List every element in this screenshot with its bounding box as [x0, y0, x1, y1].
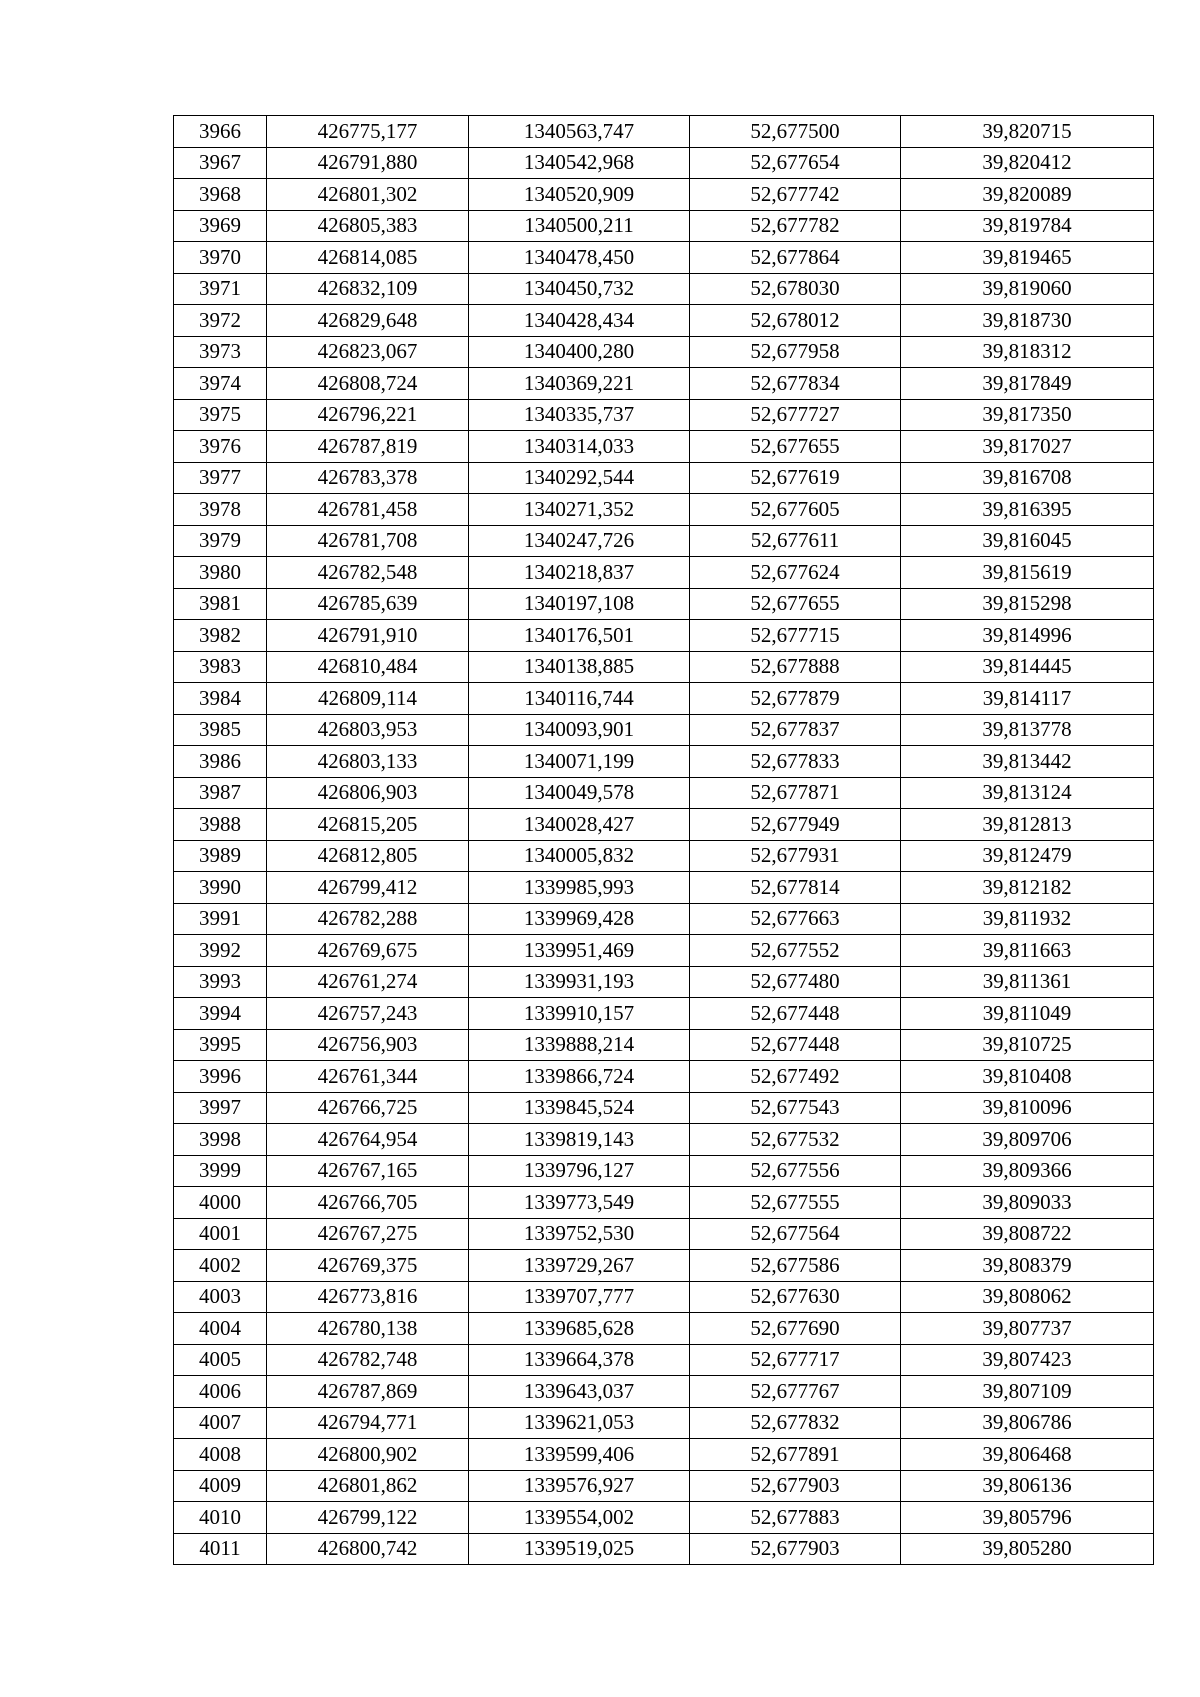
x-coordinate-cell: 426781,458 — [267, 494, 469, 526]
x-coordinate-cell: 426794,771 — [267, 1407, 469, 1439]
x-coordinate-cell: 426767,275 — [267, 1218, 469, 1250]
longitude-cell: 39,805796 — [901, 1502, 1154, 1534]
y-coordinate-cell: 1339729,267 — [469, 1250, 690, 1282]
table-row — [174, 1376, 1154, 1408]
table-row — [174, 1155, 1154, 1187]
point-number-cell: 4004 — [174, 1313, 267, 1345]
y-coordinate-cell: 1339845,524 — [469, 1092, 690, 1124]
table-row — [174, 1092, 1154, 1124]
latitude-cell: 52,677663 — [690, 903, 901, 935]
longitude-cell: 39,818730 — [901, 305, 1154, 337]
x-coordinate-cell: 426773,816 — [267, 1281, 469, 1313]
latitude-cell: 52,677654 — [690, 147, 901, 179]
table-row — [174, 399, 1154, 431]
latitude-cell: 52,677655 — [690, 588, 901, 620]
x-coordinate-cell: 426812,805 — [267, 840, 469, 872]
y-coordinate-cell: 1339685,628 — [469, 1313, 690, 1345]
latitude-cell: 52,677871 — [690, 777, 901, 809]
x-coordinate-cell: 426805,383 — [267, 210, 469, 242]
table-row — [174, 336, 1154, 368]
latitude-cell: 52,677888 — [690, 651, 901, 683]
point-number-cell: 3982 — [174, 620, 267, 652]
y-coordinate-cell: 1339554,002 — [469, 1502, 690, 1534]
y-coordinate-cell: 1340520,909 — [469, 179, 690, 211]
y-coordinate-cell: 1339969,428 — [469, 903, 690, 935]
latitude-cell: 52,677903 — [690, 1470, 901, 1502]
longitude-cell: 39,809033 — [901, 1187, 1154, 1219]
table-row — [174, 588, 1154, 620]
table-row — [174, 179, 1154, 211]
latitude-cell: 52,677555 — [690, 1187, 901, 1219]
table-row — [174, 1061, 1154, 1093]
latitude-cell: 52,677624 — [690, 557, 901, 589]
point-number-cell: 4005 — [174, 1344, 267, 1376]
table-row — [174, 210, 1154, 242]
x-coordinate-cell: 426756,903 — [267, 1029, 469, 1061]
point-number-cell: 3999 — [174, 1155, 267, 1187]
latitude-cell: 52,677891 — [690, 1439, 901, 1471]
y-coordinate-cell: 1340335,737 — [469, 399, 690, 431]
x-coordinate-cell: 426796,221 — [267, 399, 469, 431]
y-coordinate-cell: 1340005,832 — [469, 840, 690, 872]
y-coordinate-cell: 1339707,777 — [469, 1281, 690, 1313]
longitude-cell: 39,808379 — [901, 1250, 1154, 1282]
latitude-cell: 52,677500 — [690, 116, 901, 148]
y-coordinate-cell: 1339773,549 — [469, 1187, 690, 1219]
longitude-cell: 39,812479 — [901, 840, 1154, 872]
longitude-cell: 39,807109 — [901, 1376, 1154, 1408]
x-coordinate-cell: 426757,243 — [267, 998, 469, 1030]
table-row — [174, 651, 1154, 683]
point-number-cell: 3966 — [174, 116, 267, 148]
latitude-cell: 52,677864 — [690, 242, 901, 274]
x-coordinate-cell: 426780,138 — [267, 1313, 469, 1345]
y-coordinate-cell: 1340542,968 — [469, 147, 690, 179]
longitude-cell: 39,813442 — [901, 746, 1154, 778]
point-number-cell: 4008 — [174, 1439, 267, 1471]
y-coordinate-cell: 1339621,053 — [469, 1407, 690, 1439]
longitude-cell: 39,811049 — [901, 998, 1154, 1030]
point-number-cell: 3983 — [174, 651, 267, 683]
y-coordinate-cell: 1340400,280 — [469, 336, 690, 368]
table-row — [174, 1470, 1154, 1502]
latitude-cell: 52,677605 — [690, 494, 901, 526]
y-coordinate-cell: 1340197,108 — [469, 588, 690, 620]
longitude-cell: 39,814117 — [901, 683, 1154, 715]
y-coordinate-cell: 1340292,544 — [469, 462, 690, 494]
point-number-cell: 3997 — [174, 1092, 267, 1124]
y-coordinate-cell: 1339888,214 — [469, 1029, 690, 1061]
y-coordinate-cell: 1340563,747 — [469, 116, 690, 148]
latitude-cell: 52,677958 — [690, 336, 901, 368]
x-coordinate-cell: 426808,724 — [267, 368, 469, 400]
point-number-cell: 3968 — [174, 179, 267, 211]
y-coordinate-cell: 1339519,025 — [469, 1533, 690, 1565]
x-coordinate-cell: 426781,708 — [267, 525, 469, 557]
longitude-cell: 39,813124 — [901, 777, 1154, 809]
y-coordinate-cell: 1340176,501 — [469, 620, 690, 652]
x-coordinate-cell: 426782,288 — [267, 903, 469, 935]
latitude-cell: 52,677564 — [690, 1218, 901, 1250]
table-row — [174, 147, 1154, 179]
x-coordinate-cell: 426782,548 — [267, 557, 469, 589]
point-number-cell: 3967 — [174, 147, 267, 179]
longitude-cell: 39,820715 — [901, 116, 1154, 148]
y-coordinate-cell: 1340093,901 — [469, 714, 690, 746]
longitude-cell: 39,819060 — [901, 273, 1154, 305]
x-coordinate-cell: 426801,302 — [267, 179, 469, 211]
longitude-cell: 39,819784 — [901, 210, 1154, 242]
point-number-cell: 3974 — [174, 368, 267, 400]
table-row — [174, 903, 1154, 935]
y-coordinate-cell: 1340428,434 — [469, 305, 690, 337]
longitude-cell: 39,808722 — [901, 1218, 1154, 1250]
point-number-cell: 3996 — [174, 1061, 267, 1093]
point-number-cell: 3978 — [174, 494, 267, 526]
x-coordinate-cell: 426810,484 — [267, 651, 469, 683]
latitude-cell: 52,677448 — [690, 1029, 901, 1061]
table-row — [174, 777, 1154, 809]
y-coordinate-cell: 1339866,724 — [469, 1061, 690, 1093]
longitude-cell: 39,807423 — [901, 1344, 1154, 1376]
x-coordinate-cell: 426767,165 — [267, 1155, 469, 1187]
x-coordinate-cell: 426785,639 — [267, 588, 469, 620]
latitude-cell: 52,677715 — [690, 620, 901, 652]
point-number-cell: 3969 — [174, 210, 267, 242]
longitude-cell: 39,819465 — [901, 242, 1154, 274]
y-coordinate-cell: 1339599,406 — [469, 1439, 690, 1471]
table-row — [174, 872, 1154, 904]
y-coordinate-cell: 1340314,033 — [469, 431, 690, 463]
longitude-cell: 39,815619 — [901, 557, 1154, 589]
point-number-cell: 3973 — [174, 336, 267, 368]
point-number-cell: 3986 — [174, 746, 267, 778]
y-coordinate-cell: 1340271,352 — [469, 494, 690, 526]
x-coordinate-cell: 426766,705 — [267, 1187, 469, 1219]
x-coordinate-cell: 426809,114 — [267, 683, 469, 715]
y-coordinate-cell: 1340071,199 — [469, 746, 690, 778]
x-coordinate-cell: 426761,344 — [267, 1061, 469, 1093]
y-coordinate-cell: 1340478,450 — [469, 242, 690, 274]
point-number-cell: 4009 — [174, 1470, 267, 1502]
point-number-cell: 3988 — [174, 809, 267, 841]
table-row — [174, 494, 1154, 526]
x-coordinate-cell: 426787,869 — [267, 1376, 469, 1408]
table-row — [174, 840, 1154, 872]
latitude-cell: 52,677903 — [690, 1533, 901, 1565]
longitude-cell: 39,810096 — [901, 1092, 1154, 1124]
latitude-cell: 52,677492 — [690, 1061, 901, 1093]
point-number-cell: 3989 — [174, 840, 267, 872]
longitude-cell: 39,814445 — [901, 651, 1154, 683]
table-row — [174, 1533, 1154, 1565]
longitude-cell: 39,812813 — [901, 809, 1154, 841]
longitude-cell: 39,817849 — [901, 368, 1154, 400]
longitude-cell: 39,817027 — [901, 431, 1154, 463]
table-row — [174, 1344, 1154, 1376]
y-coordinate-cell: 1340500,211 — [469, 210, 690, 242]
longitude-cell: 39,811361 — [901, 966, 1154, 998]
table-row — [174, 1218, 1154, 1250]
x-coordinate-cell: 426803,953 — [267, 714, 469, 746]
point-number-cell: 3987 — [174, 777, 267, 809]
point-number-cell: 3993 — [174, 966, 267, 998]
y-coordinate-cell: 1339664,378 — [469, 1344, 690, 1376]
table-row — [174, 1313, 1154, 1345]
table-row — [174, 273, 1154, 305]
point-number-cell: 4001 — [174, 1218, 267, 1250]
longitude-cell: 39,806468 — [901, 1439, 1154, 1471]
point-number-cell: 3970 — [174, 242, 267, 274]
latitude-cell: 52,678012 — [690, 305, 901, 337]
latitude-cell: 52,677611 — [690, 525, 901, 557]
y-coordinate-cell: 1340028,427 — [469, 809, 690, 841]
y-coordinate-cell: 1339752,530 — [469, 1218, 690, 1250]
x-coordinate-cell: 426806,903 — [267, 777, 469, 809]
latitude-cell: 52,677883 — [690, 1502, 901, 1534]
latitude-cell: 52,677837 — [690, 714, 901, 746]
longitude-cell: 39,809706 — [901, 1124, 1154, 1156]
latitude-cell: 52,677630 — [690, 1281, 901, 1313]
x-coordinate-cell: 426800,742 — [267, 1533, 469, 1565]
x-coordinate-cell: 426801,862 — [267, 1470, 469, 1502]
table-row — [174, 116, 1154, 148]
table-row — [174, 714, 1154, 746]
table-row — [174, 431, 1154, 463]
point-number-cell: 3984 — [174, 683, 267, 715]
x-coordinate-cell: 426764,954 — [267, 1124, 469, 1156]
longitude-cell: 39,806136 — [901, 1470, 1154, 1502]
point-number-cell: 3995 — [174, 1029, 267, 1061]
point-number-cell: 3971 — [174, 273, 267, 305]
point-number-cell: 4007 — [174, 1407, 267, 1439]
table-row — [174, 525, 1154, 557]
table-row — [174, 683, 1154, 715]
x-coordinate-cell: 426791,880 — [267, 147, 469, 179]
x-coordinate-cell: 426775,177 — [267, 116, 469, 148]
latitude-cell: 52,677532 — [690, 1124, 901, 1156]
table-row — [174, 305, 1154, 337]
y-coordinate-cell: 1340138,885 — [469, 651, 690, 683]
y-coordinate-cell: 1340049,578 — [469, 777, 690, 809]
y-coordinate-cell: 1339643,037 — [469, 1376, 690, 1408]
table-row — [174, 1281, 1154, 1313]
longitude-cell: 39,810408 — [901, 1061, 1154, 1093]
longitude-cell: 39,810725 — [901, 1029, 1154, 1061]
x-coordinate-cell: 426803,133 — [267, 746, 469, 778]
latitude-cell: 52,677727 — [690, 399, 901, 431]
longitude-cell: 39,816708 — [901, 462, 1154, 494]
y-coordinate-cell: 1340247,726 — [469, 525, 690, 557]
latitude-cell: 52,677655 — [690, 431, 901, 463]
point-number-cell: 3980 — [174, 557, 267, 589]
y-coordinate-cell: 1340218,837 — [469, 557, 690, 589]
point-number-cell: 3992 — [174, 935, 267, 967]
table-row — [174, 368, 1154, 400]
y-coordinate-cell: 1340369,221 — [469, 368, 690, 400]
longitude-cell: 39,806786 — [901, 1407, 1154, 1439]
point-number-cell: 4011 — [174, 1533, 267, 1565]
table-row — [174, 966, 1154, 998]
longitude-cell: 39,820412 — [901, 147, 1154, 179]
point-number-cell: 4006 — [174, 1376, 267, 1408]
coordinates-table — [173, 115, 1154, 1565]
x-coordinate-cell: 426783,378 — [267, 462, 469, 494]
point-number-cell: 4002 — [174, 1250, 267, 1282]
point-number-cell: 3972 — [174, 305, 267, 337]
latitude-cell: 52,677834 — [690, 368, 901, 400]
latitude-cell: 52,677782 — [690, 210, 901, 242]
point-number-cell: 3975 — [174, 399, 267, 431]
table-row — [174, 1124, 1154, 1156]
latitude-cell: 52,677742 — [690, 179, 901, 211]
x-coordinate-cell: 426799,412 — [267, 872, 469, 904]
y-coordinate-cell: 1339985,993 — [469, 872, 690, 904]
point-number-cell: 3977 — [174, 462, 267, 494]
latitude-cell: 52,677949 — [690, 809, 901, 841]
y-coordinate-cell: 1339819,143 — [469, 1124, 690, 1156]
table-row — [174, 1502, 1154, 1534]
y-coordinate-cell: 1339951,469 — [469, 935, 690, 967]
longitude-cell: 39,811932 — [901, 903, 1154, 935]
coordinates-table-body — [174, 116, 1154, 1565]
latitude-cell: 52,677480 — [690, 966, 901, 998]
point-number-cell: 4000 — [174, 1187, 267, 1219]
latitude-cell: 52,677448 — [690, 998, 901, 1030]
y-coordinate-cell: 1339576,927 — [469, 1470, 690, 1502]
point-number-cell: 3994 — [174, 998, 267, 1030]
x-coordinate-cell: 426787,819 — [267, 431, 469, 463]
latitude-cell: 52,677619 — [690, 462, 901, 494]
table-row — [174, 935, 1154, 967]
latitude-cell: 52,677879 — [690, 683, 901, 715]
y-coordinate-cell: 1340116,744 — [469, 683, 690, 715]
latitude-cell: 52,677552 — [690, 935, 901, 967]
table-row — [174, 809, 1154, 841]
point-number-cell: 3981 — [174, 588, 267, 620]
table-row — [174, 746, 1154, 778]
latitude-cell: 52,677814 — [690, 872, 901, 904]
x-coordinate-cell: 426769,675 — [267, 935, 469, 967]
longitude-cell: 39,805280 — [901, 1533, 1154, 1565]
latitude-cell: 52,677767 — [690, 1376, 901, 1408]
x-coordinate-cell: 426782,748 — [267, 1344, 469, 1376]
point-number-cell: 3998 — [174, 1124, 267, 1156]
x-coordinate-cell: 426800,902 — [267, 1439, 469, 1471]
x-coordinate-cell: 426791,910 — [267, 620, 469, 652]
latitude-cell: 52,677832 — [690, 1407, 901, 1439]
x-coordinate-cell: 426829,648 — [267, 305, 469, 337]
y-coordinate-cell: 1339796,127 — [469, 1155, 690, 1187]
latitude-cell: 52,677543 — [690, 1092, 901, 1124]
x-coordinate-cell: 426814,085 — [267, 242, 469, 274]
table-row — [174, 462, 1154, 494]
longitude-cell: 39,811663 — [901, 935, 1154, 967]
y-coordinate-cell: 1340450,732 — [469, 273, 690, 305]
longitude-cell: 39,815298 — [901, 588, 1154, 620]
latitude-cell: 52,677556 — [690, 1155, 901, 1187]
point-number-cell: 4010 — [174, 1502, 267, 1534]
x-coordinate-cell: 426799,122 — [267, 1502, 469, 1534]
table-row — [174, 1029, 1154, 1061]
point-number-cell: 3985 — [174, 714, 267, 746]
table-row — [174, 242, 1154, 274]
point-number-cell: 3979 — [174, 525, 267, 557]
point-number-cell: 3976 — [174, 431, 267, 463]
longitude-cell: 39,814996 — [901, 620, 1154, 652]
longitude-cell: 39,816045 — [901, 525, 1154, 557]
point-number-cell: 4003 — [174, 1281, 267, 1313]
longitude-cell: 39,812182 — [901, 872, 1154, 904]
latitude-cell: 52,677717 — [690, 1344, 901, 1376]
x-coordinate-cell: 426832,109 — [267, 273, 469, 305]
longitude-cell: 39,808062 — [901, 1281, 1154, 1313]
table-row — [174, 1187, 1154, 1219]
x-coordinate-cell: 426769,375 — [267, 1250, 469, 1282]
longitude-cell: 39,809366 — [901, 1155, 1154, 1187]
longitude-cell: 39,816395 — [901, 494, 1154, 526]
table-row — [174, 1407, 1154, 1439]
latitude-cell: 52,677833 — [690, 746, 901, 778]
longitude-cell: 39,818312 — [901, 336, 1154, 368]
longitude-cell: 39,820089 — [901, 179, 1154, 211]
table-row — [174, 557, 1154, 589]
longitude-cell: 39,817350 — [901, 399, 1154, 431]
y-coordinate-cell: 1339931,193 — [469, 966, 690, 998]
x-coordinate-cell: 426761,274 — [267, 966, 469, 998]
longitude-cell: 39,813778 — [901, 714, 1154, 746]
longitude-cell: 39,807737 — [901, 1313, 1154, 1345]
x-coordinate-cell: 426815,205 — [267, 809, 469, 841]
table-row — [174, 620, 1154, 652]
point-number-cell: 3991 — [174, 903, 267, 935]
latitude-cell: 52,678030 — [690, 273, 901, 305]
table-row — [174, 998, 1154, 1030]
x-coordinate-cell: 426766,725 — [267, 1092, 469, 1124]
table-row — [174, 1439, 1154, 1471]
x-coordinate-cell: 426823,067 — [267, 336, 469, 368]
point-number-cell: 3990 — [174, 872, 267, 904]
y-coordinate-cell: 1339910,157 — [469, 998, 690, 1030]
latitude-cell: 52,677586 — [690, 1250, 901, 1282]
latitude-cell: 52,677690 — [690, 1313, 901, 1345]
latitude-cell: 52,677931 — [690, 840, 901, 872]
table-row — [174, 1250, 1154, 1282]
